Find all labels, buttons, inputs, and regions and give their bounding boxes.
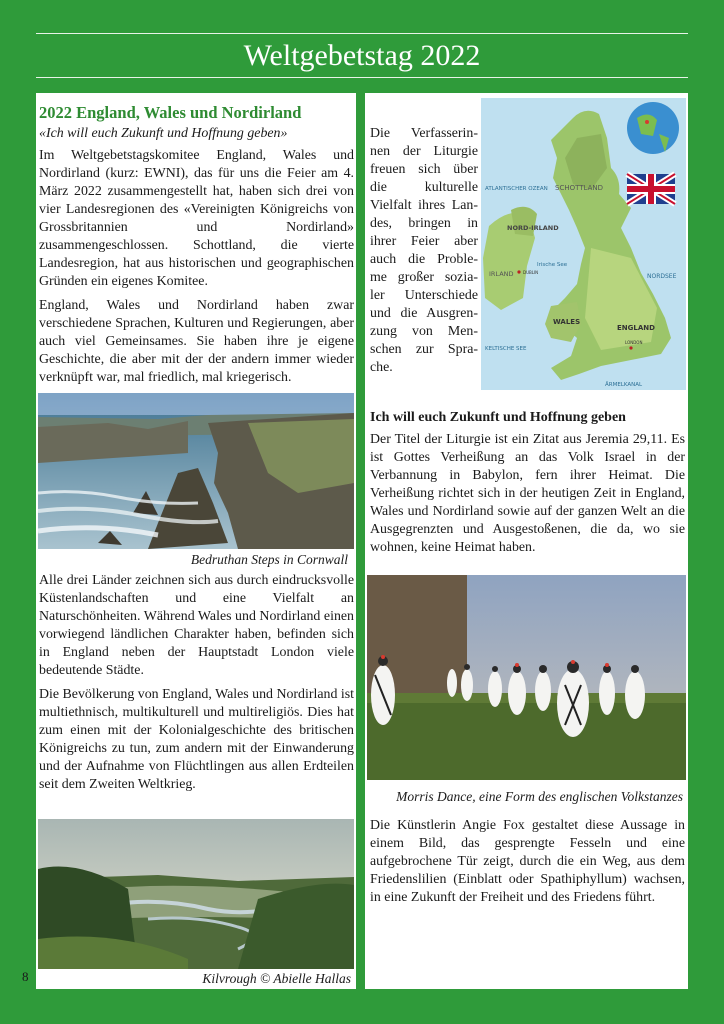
right-column bbox=[365, 93, 688, 989]
right-paragraph-2: Die Künstlerin Angie Fox gestaltet diese Aussage in einem Bild, das gesprengte Fesseln und eine aufgebrochene Tür zeigt, durch die ein Weg, aus dem Friedenslilien (Einblatt oder Spathiphyllum) wachsen, in eine Zukunft der Freiheit und des Friedens führt. bbox=[370, 818, 685, 905]
map-label-scotland: SCHOTTLAND bbox=[555, 184, 604, 192]
intro-line: Die Verfasserin- bbox=[370, 126, 478, 141]
map-label-dublin: DUBLIN bbox=[523, 270, 539, 275]
map-label-irish-sea: Irische See bbox=[537, 262, 568, 268]
page-title: Weltgebetstag 2022 bbox=[243, 39, 481, 72]
photo-bedruthan-steps bbox=[38, 393, 354, 549]
left-paragraph-3: Alle drei Länder zeichnen sich aus durch eindrucksvolle Küstenlandschaften und eine Vielfalt an Naturschönheiten. Während Wales und Nordirland einen vorwiegend ländlichen Charakter haben, befinden sich in England neben der Hauptstadt London viele bedeutende Städte. bbox=[39, 573, 354, 678]
dublin-marker bbox=[517, 270, 520, 273]
map-label-wales: WALES bbox=[553, 318, 581, 326]
right-paragraph-1: Der Titel der Liturgie ist ein Zitat aus Jeremia 29,11. Es ist Gottes Verheißung an das Volk Israel in der Verbannung in Babylon, fern ihrer Heimat. Die Verheißung richtet sich in der heutigen Zeit in England, Wales und Nordirland sowie auf der ganzen Welt an die Ausgegrenzten und Ausgestoßenen, die da, wo sie wohnen, keine Heimat haben. bbox=[370, 432, 685, 555]
intro-line: die kulturelle bbox=[370, 180, 478, 195]
caption-bedruthan: Bedruthan Steps in Cornwall bbox=[190, 552, 348, 567]
map-label-northern-ireland: NORD-IRLAND bbox=[507, 224, 559, 232]
caption-kilvrough: Kilvrough © Abielle Hallas bbox=[202, 971, 351, 986]
intro-line: des, bringen in bbox=[370, 216, 478, 231]
left-paragraph-2: England, Wales und Nordirland haben zwar verschiedene Sprachen, Kulturen und Regierungen, aber auch viel Gemeinsames. Sie haben ihre je eigene Geschichte, die aber mit der der andern immer wieder verknüpft war, mal friedlich, mal kriegerisch. bbox=[39, 298, 354, 385]
left-column bbox=[36, 93, 356, 989]
map-label-channel: ÄRMELKANAL bbox=[605, 382, 643, 388]
section-heading: Ich will euch Zukunft und Hoffnung geben bbox=[370, 410, 626, 425]
intro-line: ler Unterschiede bbox=[370, 288, 478, 303]
map-label-north-sea: NORDSEE bbox=[647, 273, 677, 280]
intro-line: che. bbox=[370, 360, 393, 375]
map-label-ireland: IRLAND bbox=[489, 270, 514, 278]
map-label-england: ENGLAND bbox=[617, 324, 655, 332]
map-label-london: LONDON bbox=[625, 340, 643, 345]
london-marker bbox=[629, 346, 632, 349]
union-flag-icon bbox=[627, 174, 675, 204]
intro-line: me großer sozia- bbox=[370, 270, 478, 285]
intro-line: ihrer Feier aber bbox=[370, 234, 478, 249]
intro-line: freuen sich über bbox=[370, 162, 478, 177]
intro-line: nen der Liturgie bbox=[370, 144, 478, 159]
map-label-atlantic: ATLANTISCHER OZEAN bbox=[485, 186, 548, 192]
map-label-celtic-sea: KELTISCHE SEE bbox=[485, 346, 527, 352]
photo-morris-dance bbox=[367, 575, 686, 780]
title-rule-top bbox=[36, 33, 688, 34]
article-subtitle: «Ich will euch Zukunft und Hoffnung geben» bbox=[39, 126, 288, 141]
intro-line: Vielfalt ihres Lan- bbox=[370, 198, 478, 213]
intro-text-block bbox=[370, 125, 478, 377]
left-paragraph-4: Die Bevölkerung von England, Wales und Nordirland ist multiethnisch, multikulturell und multireligiös. Dies hat zum einen mit der Kolonialgeschichte des britischen Königreichs zu tun, zum andern mit der Einwanderung und der Aufnahme von Flüchtlingen aus allen Erdteilen seit dem Zweiten Weltkrieg. bbox=[39, 687, 354, 792]
page-number: 8 bbox=[22, 969, 29, 984]
title-rule-bottom bbox=[36, 77, 688, 78]
caption-morris-dance: Morris Dance, eine Form des englischen Volkstanzes bbox=[396, 789, 683, 804]
photo-kilvrough bbox=[38, 819, 354, 969]
intro-line: schen zur Spra- bbox=[370, 342, 478, 357]
uk-map bbox=[481, 98, 686, 390]
article-heading: 2022 England, Wales und Nordirland bbox=[39, 103, 302, 122]
intro-line: zung von Men- bbox=[370, 324, 478, 339]
left-paragraph-1: Im Weltgebetstagskomitee England, Wales und Nordirland (kurz: EWNI), das für uns die Feier am 4. März 2022 zusammengestellt hat, haben sich drei von vier Landesregionen des «Vereinigten Königreichs von Grossbritannien und Nordirland» zusammengeschlossen. Schottland, die vierte Landesregion, hat aus historischen und geographischen Gründen ein eigenes Komitee. bbox=[39, 148, 354, 289]
intro-line: und die Ausgren- bbox=[370, 306, 478, 321]
intro-line: auch die Proble- bbox=[370, 252, 478, 267]
